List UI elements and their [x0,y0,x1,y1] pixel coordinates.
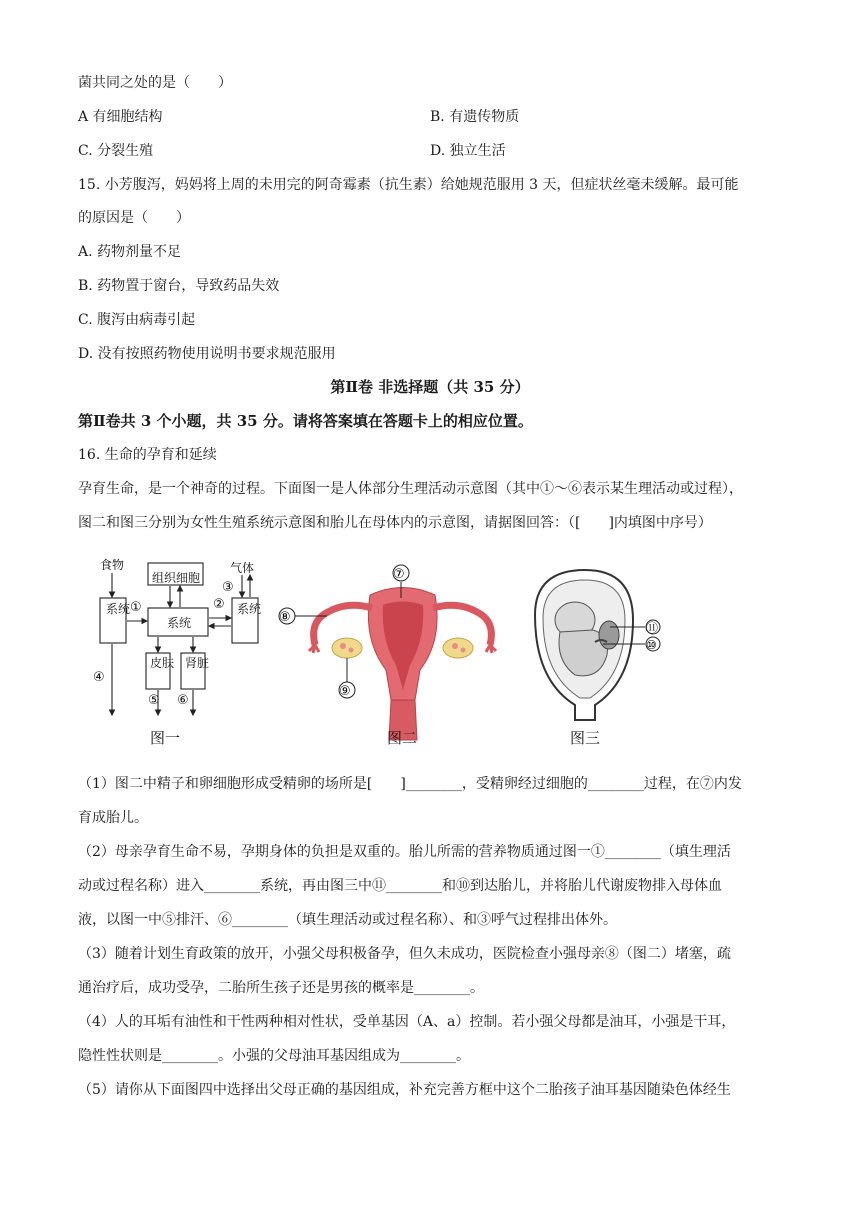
fig1-num-4: ④ [93,670,105,685]
fig1-left-system-label: 系统 [106,602,131,616]
fig3-caption: 图三 [570,729,601,747]
fig1-kidney-label: 肾脏 [185,656,210,670]
fig1-gas-label: 气体 [230,561,255,575]
option-d: D. 独立生活 [430,143,506,159]
fig3-num-11: ⑪ [646,621,659,635]
figure-1-diagram [90,555,265,750]
sub3-line2: 通治疗后，成功受孕，二胎所生孩子还是男孩的概率是________。 [78,980,484,996]
fig1-skin-label: 皮肤 [150,656,175,670]
fig1-num-3: ③ [222,580,234,595]
sub4-line1: （4）人的耳垢有油性和干性两种相对性状，受单基因（A、a）控制。若小强父母都是油耳，小强是干耳， [78,1014,736,1030]
question-15-line1: 15. 小芳腹泻，妈妈将上周的未用完的阿奇霉素（抗生素）给她规范服用 3 天，但症状丝毫未缓解。最可能 [78,177,739,193]
fig2-caption: 图二 [387,729,418,747]
fig1-right-system-label: 系统 [237,602,262,616]
section-title: 第Ⅱ卷 非选择题（共 35 分） [330,378,530,396]
fig2-num-8: ⑧ [279,610,291,625]
option-a: A 有细胞结构 [78,109,163,125]
q15-option-b: B. 药物置于窗台，导致药品失效 [78,278,280,294]
question-14-stem-end: 菌共同之处的是（ ） [78,75,232,91]
sub2-line3: 液，以图一中⑤排汗、⑥________（填生理活动或过程名称）、和③呼气过程排出体外。 [78,912,617,928]
question-15-line2: 的原因是（ ） [78,210,190,226]
sub1-line1: （1）图二中精子和卵细胞形成受精卵的场所是[ ]________，受精卵经过细胞的________过程，在⑦内发 [78,776,742,792]
figure-2-diagram [275,560,500,750]
fig1-center-system-label: 系统 [167,616,192,630]
fig3-num-10: ⑩ [646,638,657,652]
sub2-line2: 动或过程名称）进入________系统，再由图三中⑪________和⑩到达胎儿，并将胎儿代谢废物排入母体血 [78,878,722,894]
q15-option-a: A. 药物剂量不足 [78,244,182,260]
q15-option-d: D. 没有按照药物使用说明书要求规范服用 [78,346,336,362]
q15-option-c: C. 腹泻由病毒引起 [78,312,196,328]
option-b: B. 有遗传物质 [430,109,520,125]
option-c: C. 分裂生殖 [78,143,154,159]
intro-line1: 孕育生命，是一个神奇的过程。下面图一是人体部分生理活动示意图（其中①～⑥表示某生理活动或过程）， [78,481,743,497]
section-note: 第Ⅱ卷共 3 个小题，共 35 分。请将答案填在答题卡上的相应位置。 [78,412,533,430]
sub2-line1: （2）母亲孕育生命不易，孕期身体的负担是双重的。胎儿所需的营养物质通过图一①________（填生理活 [78,844,731,860]
fig1-num-1: ① [130,600,142,615]
fig1-num-5: ⑤ [148,693,160,708]
fig1-num-6: ⑥ [177,693,189,708]
sub1-line2: 育成胎儿。 [78,810,148,826]
sub3-line1: （3）随着计划生育政策的放开，小强父母积极备孕，但久未成功，医院检查小强母亲⑧（图二）堵塞，疏 [78,946,731,962]
question-16-title: 16. 生命的孕育和延续 [78,447,217,463]
intro-line2: 图二和图三分别为女性生殖系统示意图和胎儿在母体内的示意图，请据图回答：（[ ]内填图中序号） [78,515,712,531]
fig1-num-2: ② [213,597,225,612]
fig1-tissue-label: 组织细胞 [152,571,201,585]
figure-3-diagram [515,560,685,750]
fig1-caption: 图一 [150,729,181,747]
sub5-line1: （5）请你从下面图四中选择出父母正确的基因组成，补充完善方框中这个二胎孩子油耳基因随染色体经生 [78,1082,731,1098]
sub4-line2: 隐性性状则是________。小强的父母油耳基因组成为________。 [78,1048,470,1064]
fig1-food-label: 食物 [100,558,125,572]
fig2-num-7: ⑦ [393,567,405,582]
fig2-num-9: ⑨ [339,684,351,699]
